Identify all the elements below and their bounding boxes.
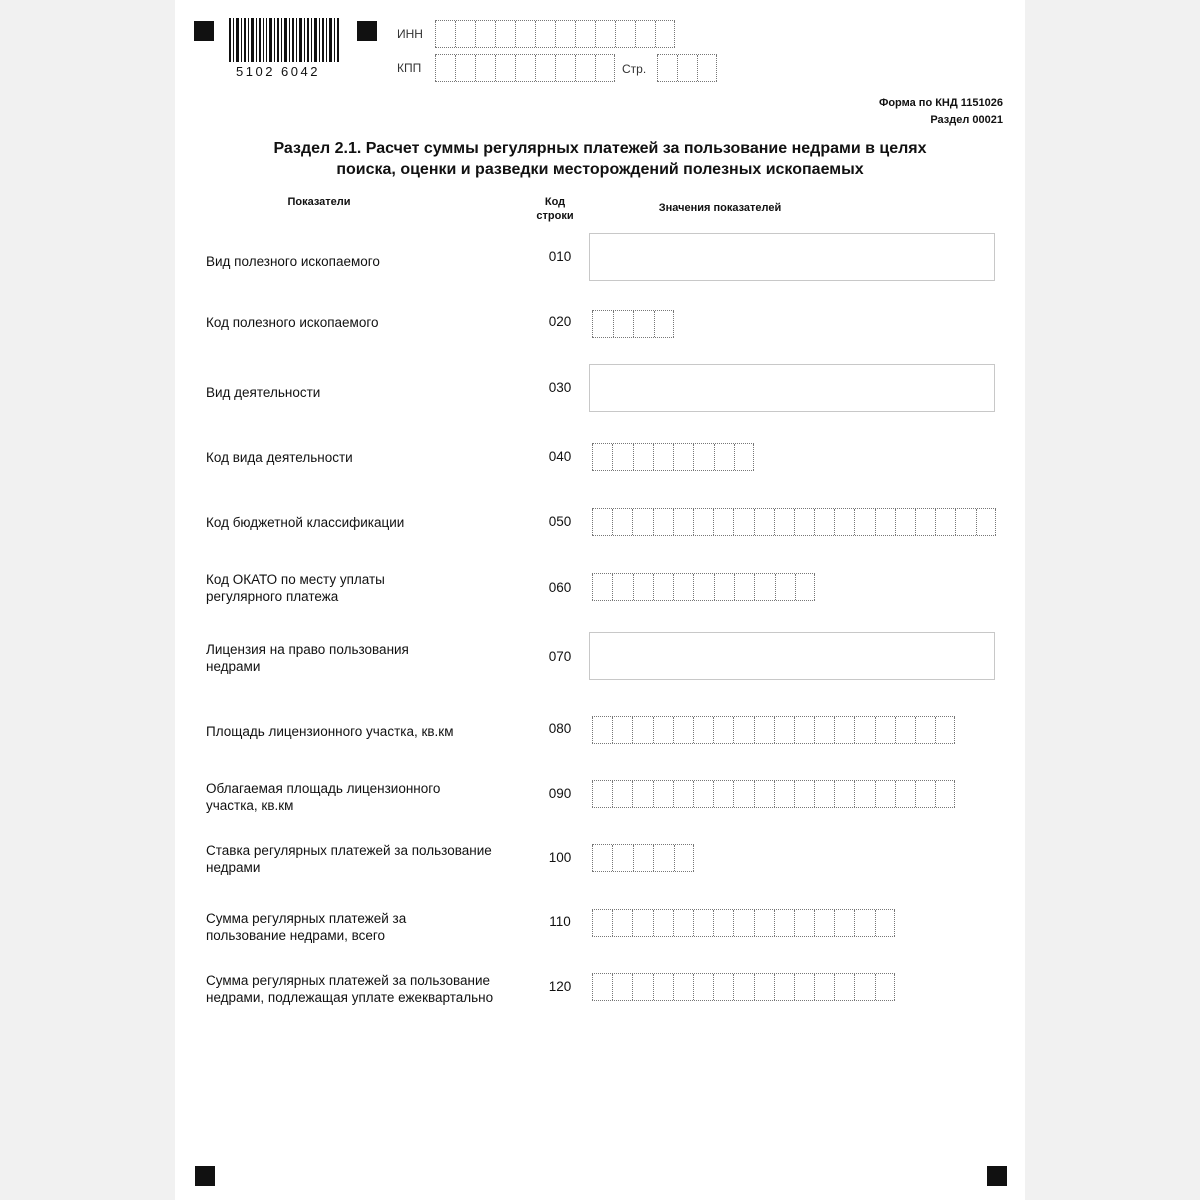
taxable-area-cells[interactable]: [592, 780, 955, 808]
char-cell[interactable]: [733, 910, 753, 936]
corner-marker-top-right: [357, 21, 377, 41]
row-code-020: 020: [548, 314, 572, 329]
char-cell[interactable]: [854, 781, 874, 807]
page-number-cells[interactable]: [657, 54, 717, 82]
char-cell[interactable]: [955, 509, 975, 535]
row-label-120: Сумма регулярных платежей за пользование недрами, подлежащая уплате ежеквартально: [206, 973, 494, 1005]
char-cell[interactable]: [592, 717, 612, 743]
inn-cells[interactable]: [435, 20, 675, 48]
char-cell[interactable]: [653, 910, 673, 936]
char-cell[interactable]: [653, 845, 673, 871]
char-cell[interactable]: [754, 574, 774, 600]
char-cell[interactable]: [595, 21, 615, 47]
row-code-090: 090: [548, 786, 572, 801]
char-cell[interactable]: [653, 444, 673, 470]
char-cell[interactable]: [515, 21, 535, 47]
row-code-050: 050: [548, 514, 572, 529]
char-cell[interactable]: [775, 574, 795, 600]
char-cell[interactable]: [713, 717, 733, 743]
char-cell[interactable]: [774, 717, 794, 743]
corner-marker-top-left: [194, 21, 214, 41]
char-cell[interactable]: [612, 717, 632, 743]
section-title: [200, 138, 1000, 180]
char-cell[interactable]: [794, 781, 814, 807]
char-cell[interactable]: [612, 444, 632, 470]
char-cell[interactable]: [794, 717, 814, 743]
char-cell[interactable]: [713, 781, 733, 807]
char-cell[interactable]: [814, 910, 834, 936]
char-cell[interactable]: [834, 781, 854, 807]
char-cell[interactable]: [733, 781, 753, 807]
row-label-020: Код полезного ископаемого: [206, 315, 379, 330]
row-label-080: Площадь лицензионного участка, кв.км: [206, 724, 454, 739]
char-cell[interactable]: [535, 55, 555, 81]
char-cell[interactable]: [754, 509, 774, 535]
char-cell[interactable]: [592, 974, 612, 1000]
char-cell[interactable]: [794, 974, 814, 1000]
column-values: Значения показателей: [658, 202, 782, 214]
corner-marker-bottom-left: [195, 1166, 215, 1186]
char-cell[interactable]: [653, 509, 673, 535]
char-cell[interactable]: [632, 910, 652, 936]
char-cell[interactable]: [733, 509, 753, 535]
char-cell[interactable]: [515, 55, 535, 81]
char-cell[interactable]: [535, 21, 555, 47]
row-code-010: 010: [548, 249, 572, 264]
row-code-100: 100: [548, 850, 572, 865]
char-cell[interactable]: [714, 444, 734, 470]
char-cell[interactable]: [592, 781, 612, 807]
char-cell[interactable]: [592, 910, 612, 936]
char-cell[interactable]: [555, 21, 575, 47]
char-cell[interactable]: [612, 974, 632, 1000]
char-cell[interactable]: [592, 845, 612, 871]
char-cell[interactable]: [854, 974, 874, 1000]
char-cell[interactable]: [595, 55, 615, 81]
char-cell[interactable]: [714, 574, 734, 600]
kpp-label: КПП: [397, 61, 422, 75]
char-cell[interactable]: [693, 974, 713, 1000]
char-cell[interactable]: [475, 21, 495, 47]
char-cell[interactable]: [673, 781, 693, 807]
char-cell[interactable]: [653, 974, 673, 1000]
char-cell[interactable]: [693, 444, 713, 470]
row-code-080: 080: [548, 721, 572, 736]
corner-marker-bottom-right: [987, 1166, 1007, 1186]
row-label-040: Код вида деятельности: [206, 450, 353, 465]
char-cell[interactable]: [495, 55, 515, 81]
char-cell[interactable]: [713, 509, 733, 535]
char-cell[interactable]: [653, 717, 673, 743]
char-cell[interactable]: [834, 974, 854, 1000]
char-cell[interactable]: [834, 910, 854, 936]
char-cell[interactable]: [754, 717, 774, 743]
char-cell[interactable]: [875, 509, 895, 535]
barcode-number: 5102 6042: [236, 64, 320, 79]
char-cell[interactable]: [976, 509, 996, 535]
char-cell[interactable]: [475, 55, 495, 81]
char-cell[interactable]: [592, 444, 612, 470]
quarterly-payment-cells[interactable]: [592, 973, 895, 1001]
char-cell[interactable]: [774, 910, 794, 936]
char-cell[interactable]: [814, 974, 834, 1000]
char-cell[interactable]: [555, 55, 575, 81]
char-cell[interactable]: [635, 21, 655, 47]
char-cell[interactable]: [834, 717, 854, 743]
column-code: [525, 195, 585, 223]
inn-label: ИНН: [397, 27, 423, 41]
char-cell[interactable]: [673, 509, 693, 535]
char-cell[interactable]: [673, 574, 693, 600]
char-cell[interactable]: [693, 910, 713, 936]
char-cell[interactable]: [794, 910, 814, 936]
total-payment-cells[interactable]: [592, 909, 895, 937]
char-cell[interactable]: [455, 55, 475, 81]
section-code: Раздел 00021: [930, 114, 1003, 126]
row-label-030: Вид деятельности: [206, 385, 321, 400]
char-cell[interactable]: [633, 311, 654, 337]
char-cell[interactable]: [632, 717, 652, 743]
char-cell[interactable]: [875, 781, 895, 807]
row-label-010: Вид полезного ископаемого: [206, 254, 380, 269]
char-cell[interactable]: [612, 509, 632, 535]
char-cell[interactable]: [693, 717, 713, 743]
char-cell[interactable]: [673, 974, 693, 1000]
char-cell[interactable]: [677, 55, 697, 81]
char-cell[interactable]: [814, 717, 834, 743]
char-cell[interactable]: [575, 55, 595, 81]
char-cell[interactable]: [693, 781, 713, 807]
char-cell[interactable]: [673, 910, 693, 936]
char-cell[interactable]: [895, 509, 915, 535]
char-cell[interactable]: [754, 781, 774, 807]
char-cell[interactable]: [615, 21, 635, 47]
barcode-icon: [229, 18, 341, 62]
license-field[interactable]: [589, 632, 995, 680]
char-cell[interactable]: [592, 509, 612, 535]
char-cell[interactable]: [575, 21, 595, 47]
char-cell[interactable]: [657, 55, 677, 81]
char-cell[interactable]: [713, 974, 733, 1000]
row-code-110: 110: [549, 914, 571, 929]
char-cell[interactable]: [774, 509, 794, 535]
char-cell[interactable]: [655, 21, 675, 47]
char-cell[interactable]: [774, 781, 794, 807]
char-cell[interactable]: [915, 509, 935, 535]
char-cell[interactable]: [895, 717, 915, 743]
char-cell[interactable]: [875, 974, 895, 1000]
char-cell[interactable]: [734, 574, 754, 600]
activity-code-cells[interactable]: [592, 443, 754, 471]
char-cell[interactable]: [697, 55, 717, 81]
char-cell[interactable]: [654, 311, 675, 337]
char-cell[interactable]: [673, 444, 693, 470]
char-cell[interactable]: [592, 311, 613, 337]
char-cell[interactable]: [613, 311, 634, 337]
row-label-100: Ставка регулярных платежей за пользование недрами: [206, 843, 492, 875]
char-cell[interactable]: [733, 717, 753, 743]
char-cell[interactable]: [592, 574, 612, 600]
char-cell[interactable]: [834, 509, 854, 535]
char-cell[interactable]: [612, 574, 632, 600]
row-label-070: Лицензия на право пользования недрами: [206, 642, 409, 674]
char-cell[interactable]: [674, 845, 694, 871]
mineral-type-field[interactable]: [589, 233, 995, 281]
char-cell[interactable]: [693, 509, 713, 535]
okato-code-cells[interactable]: [592, 573, 815, 601]
char-cell[interactable]: [915, 717, 935, 743]
mineral-code-cells[interactable]: [592, 310, 674, 338]
char-cell[interactable]: [795, 574, 815, 600]
row-code-040: 040: [548, 449, 572, 464]
char-cell[interactable]: [915, 781, 935, 807]
char-cell[interactable]: [633, 444, 653, 470]
char-cell[interactable]: [612, 781, 632, 807]
char-cell[interactable]: [632, 781, 652, 807]
budget-code-cells[interactable]: [592, 508, 996, 536]
char-cell[interactable]: [854, 910, 874, 936]
char-cell[interactable]: [935, 717, 955, 743]
page-number-label: Стр.: [622, 62, 647, 76]
kpp-cells[interactable]: [435, 54, 615, 82]
char-cell[interactable]: [435, 21, 455, 47]
char-cell[interactable]: [455, 21, 475, 47]
row-code-060: 060: [548, 580, 572, 595]
section-title-line-2: поиска, оценки и разведки месторождений полезных ископаемых: [336, 161, 864, 178]
license-area-cells[interactable]: [592, 716, 955, 744]
char-cell[interactable]: [854, 509, 874, 535]
row-code-120: 120: [548, 979, 572, 994]
char-cell[interactable]: [495, 21, 515, 47]
char-cell[interactable]: [632, 974, 652, 1000]
char-cell[interactable]: [633, 845, 653, 871]
row-code-030: 030: [548, 380, 572, 395]
activity-type-field[interactable]: [589, 364, 995, 412]
section-title-line-1: Раздел 2.1. Расчет суммы регулярных платежей за пользование недрами в целях: [273, 140, 927, 157]
char-cell[interactable]: [734, 444, 754, 470]
column-indicators: Показатели: [287, 196, 351, 208]
row-label-060: Код ОКАТО по месту уплаты регулярного платежа: [206, 572, 385, 604]
char-cell[interactable]: [935, 781, 955, 807]
row-label-050: Код бюджетной классификации: [206, 515, 405, 530]
char-cell[interactable]: [713, 910, 733, 936]
column-code-line-1: Код: [544, 196, 566, 208]
char-cell[interactable]: [875, 910, 895, 936]
char-cell[interactable]: [632, 509, 652, 535]
row-label-110: Сумма регулярных платежей за пользование недрами, всего: [206, 911, 407, 943]
char-cell[interactable]: [895, 781, 915, 807]
char-cell[interactable]: [653, 781, 673, 807]
char-cell[interactable]: [875, 717, 895, 743]
char-cell[interactable]: [814, 509, 834, 535]
char-cell[interactable]: [733, 974, 753, 1000]
row-label-090: Облагаемая площадь лицензионного участка, кв.км: [206, 781, 441, 813]
char-cell[interactable]: [854, 717, 874, 743]
char-cell[interactable]: [653, 574, 673, 600]
char-cell[interactable]: [774, 974, 794, 1000]
char-cell[interactable]: [435, 55, 455, 81]
char-cell[interactable]: [935, 509, 955, 535]
row-code-070: 070: [548, 649, 572, 664]
char-cell[interactable]: [633, 574, 653, 600]
char-cell[interactable]: [754, 910, 774, 936]
char-cell[interactable]: [612, 845, 632, 871]
payment-rate-cells[interactable]: [592, 844, 694, 872]
column-code-line-2: строки: [536, 210, 574, 222]
char-cell[interactable]: [754, 974, 774, 1000]
char-cell[interactable]: [612, 910, 632, 936]
char-cell[interactable]: [693, 574, 713, 600]
char-cell[interactable]: [673, 717, 693, 743]
form-code: Форма по КНД 1151026: [878, 97, 1003, 109]
char-cell[interactable]: [794, 509, 814, 535]
char-cell[interactable]: [814, 781, 834, 807]
